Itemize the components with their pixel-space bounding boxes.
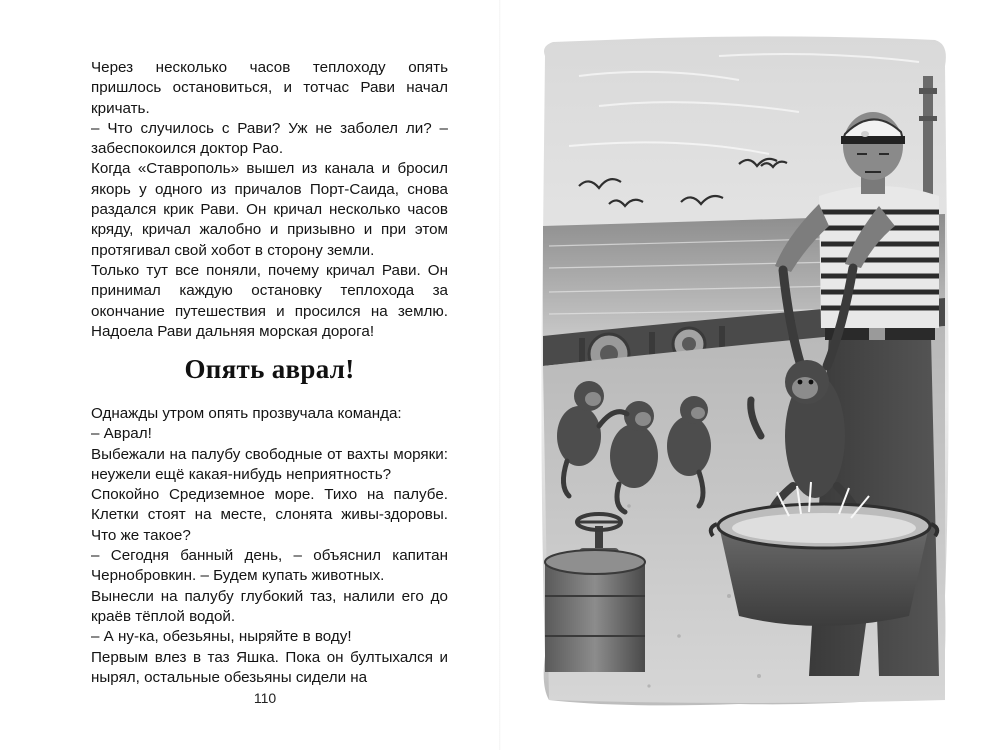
paragraph: Через несколько часов теплоходу опять пришлось остановиться, и тотчас Рави начал кричать. bbox=[91, 59, 448, 117]
paragraph: Когда «Ставрополь» вышел из канала и бросил якорь у одного из причалов Порт-Саида, снова раздался крик Рави. Он кричал несколько часов кряду, кричал жалобно и призывно и при этом протягивал свой хобот в сторону земли. bbox=[91, 160, 448, 259]
text-block-bottom bbox=[91, 404, 448, 688]
paragraph: Первым влез в таз Яшка. Пока он бултыхался и нырял, остальные обезьяны сидели на bbox=[91, 648, 448, 686]
text-block-top bbox=[91, 58, 448, 342]
sailor-bathing-monkey-illustration bbox=[539, 36, 951, 708]
paragraph: – А ну-ка, обезьяны, ныряйте в воду! bbox=[91, 628, 352, 646]
book-gutter bbox=[499, 0, 501, 750]
paragraph: Только тут все поняли, почему кричал Рави. Он принимал каждую остановку теплохода за окончание путешествия и просился на землю. Надоела Рави дальняя морская дорога! bbox=[91, 261, 448, 340]
page-number: 110 bbox=[253, 690, 277, 706]
paragraph: Спокойно Средиземное море. Тихо на палубе. Клетки стоят на месте, слонята живы-здоровы. Что же такое? bbox=[91, 486, 448, 544]
metal-drum-icon bbox=[545, 550, 645, 672]
left-page bbox=[0, 0, 500, 750]
paragraph: – Что случилось с Рави? Уж не заболел ли? – забеспокоился доктор Рао. bbox=[91, 119, 448, 158]
paragraph: – Сегодня банный день, – объяснил капитан Чернобровкин. – Будем купать животных. bbox=[91, 547, 448, 585]
chapter-heading: Опять аврал! bbox=[184, 354, 355, 384]
paragraph: – Аврал! bbox=[91, 425, 152, 443]
paragraph: Однажды утром опять прозвучала команда: bbox=[91, 405, 402, 422]
paragraph: Выбежали на палубу свободные от вахты моряки: неужели ещё какая-нибудь неприятность? bbox=[91, 445, 448, 483]
paragraph: Вынесли на палубу глубокий таз, налили его до краёв тёплой водой. bbox=[91, 587, 448, 625]
